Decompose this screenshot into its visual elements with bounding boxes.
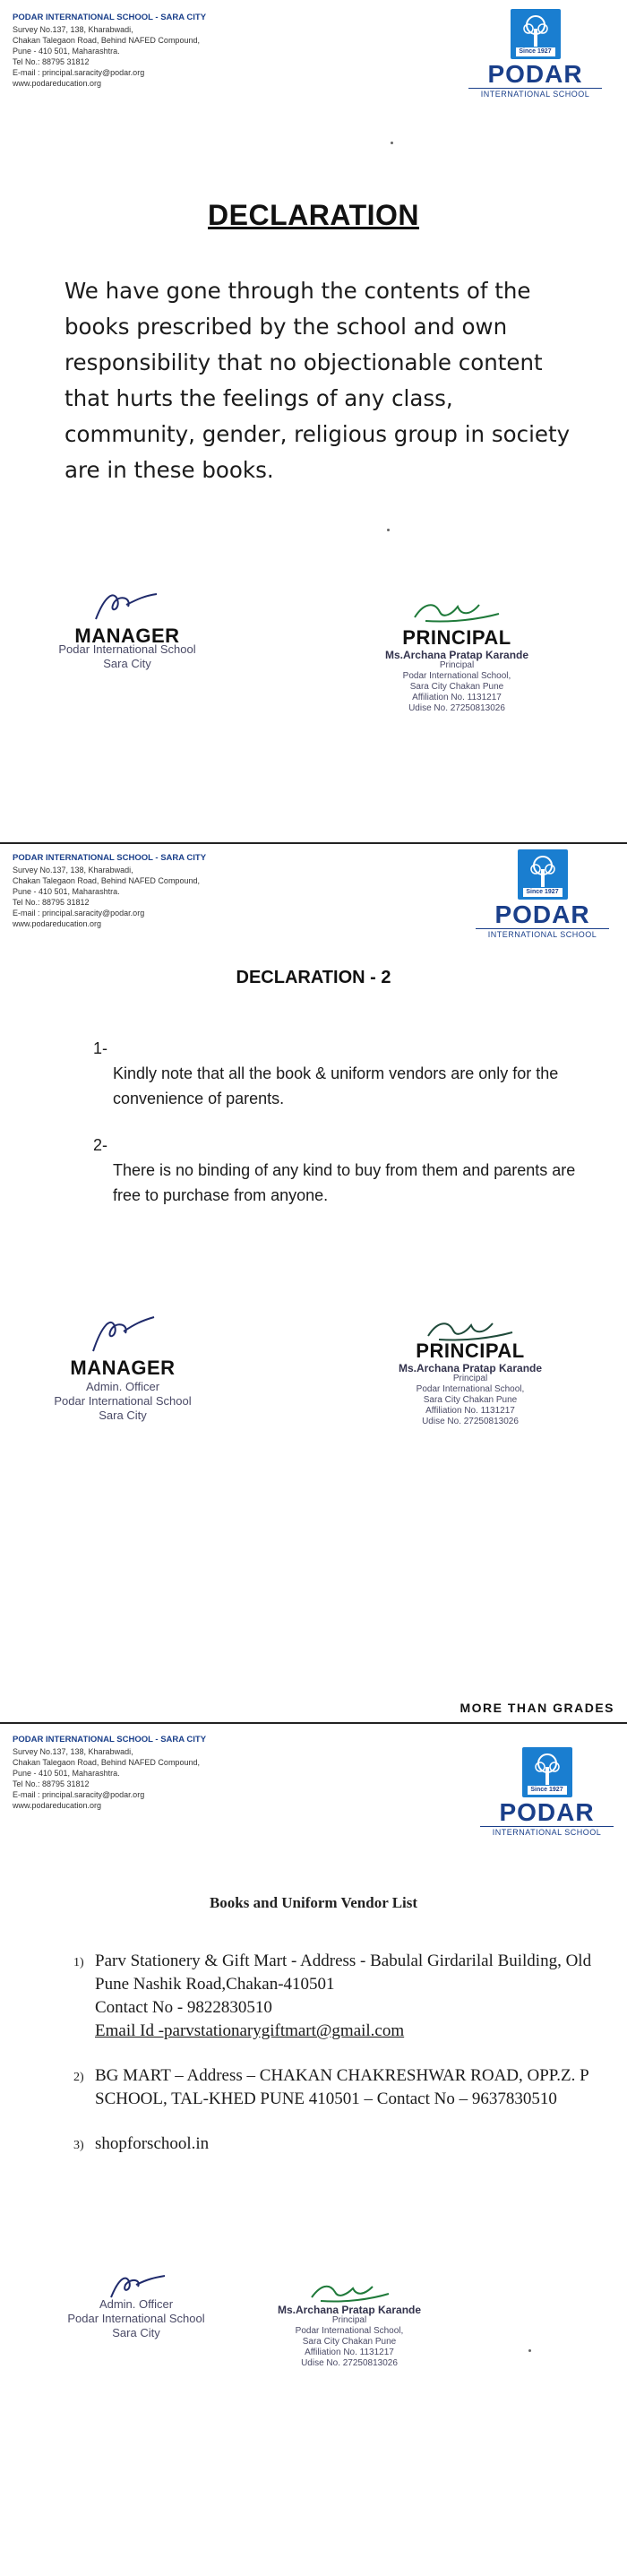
address-line: Chakan Talegaon Road, Behind NAFED Compound, xyxy=(13,876,200,885)
brand-name: PODAR xyxy=(494,900,590,928)
vendor-address: BG MART – Address – CHAKAN CHAKRESHWAR ROAD, OPP.Z. P SCHOOL, TAL-KHED PUNE 410501 – Contact No – 9637830510 xyxy=(95,2066,588,2108)
since-badge: Since 1927 xyxy=(516,47,555,56)
brand-name: PODAR xyxy=(487,60,583,88)
phone-line: Tel No.: 88795 31812 xyxy=(13,1779,90,1788)
item-text: Kindly note that all the book & uniform vendors are only for the convenience of parents. xyxy=(113,1064,559,1107)
list-item: 1- Kindly note that all the book & uniform vendors are only for the convenience of parents. xyxy=(93,1036,595,1111)
scan-speck xyxy=(391,142,393,144)
page-title: Books and Uniform Vendor List xyxy=(209,1894,418,1911)
list-item: 2- There is no binding of any kind to buy from them and parents are free to purchase from anyone. xyxy=(93,1133,595,1208)
podar-logo xyxy=(468,849,616,939)
since-badge: Since 1927 xyxy=(528,1786,567,1795)
page-vendor-list xyxy=(0,1724,627,2576)
item-number: 1) xyxy=(73,1956,84,1969)
address-line: Chakan Talegaon Road, Behind NAFED Compound, xyxy=(13,1758,200,1767)
stamp-line: Udise No. 27250813026 xyxy=(408,703,505,713)
tree-emblem-icon xyxy=(511,9,561,59)
tree-emblem-icon xyxy=(518,849,568,900)
item-text: There is no binding of any kind to buy from them and parents are free to purchase from anyone. xyxy=(113,1161,576,1204)
website-line: www.podareducation.org xyxy=(13,79,102,88)
school-name: PODAR INTERNATIONAL SCHOOL - SARA CITY xyxy=(13,1735,207,1745)
item-number: 2) xyxy=(73,2071,84,2084)
tagline: MORE THAN GRADES xyxy=(460,1701,614,1715)
vendor-email-link[interactable]: Email Id -parvstationarygiftmart@gmail.com xyxy=(95,2021,405,2040)
page-title: DECLARATION - 2 xyxy=(236,968,391,987)
stamp-line: Sara City Chakan Pune xyxy=(409,682,504,692)
manager-role: MANAGER xyxy=(70,1357,176,1379)
stamp-line: Podar International School xyxy=(67,2312,205,2325)
scan-speck xyxy=(387,529,390,531)
scan-speck xyxy=(528,2349,531,2352)
stamp-line: Udise No. 27250813026 xyxy=(301,2358,398,2368)
declaration-text: We have gone through the contents of the books prescribed by the school and own responsibility that no objectionable content that hurts the feelings of any class, community, gender, religious group in society are in these books. xyxy=(64,278,571,483)
page-title: DECLARATION xyxy=(208,199,419,231)
admin-officer-signature xyxy=(47,2270,226,2340)
website-line: www.podareducation.org xyxy=(13,919,102,928)
email-line: E-mail : principal.saracity@podar.org xyxy=(13,1790,145,1799)
email-line: E-mail : principal.saracity@podar.org xyxy=(13,68,145,77)
school-address-block xyxy=(13,13,206,89)
list-item xyxy=(73,2064,593,2111)
brand-subtitle: INTERNATIONAL SCHOOL xyxy=(468,88,602,99)
vendor-contact: Contact No - 9822830510 xyxy=(95,1998,272,2017)
list-item xyxy=(73,2132,593,2158)
page-declaration-1 xyxy=(0,0,627,842)
admin-stamp xyxy=(47,2297,226,2340)
brand-subtitle: INTERNATIONAL SCHOOL xyxy=(476,928,609,939)
since-badge: Since 1927 xyxy=(523,888,563,897)
stamp-line: Admin. Officer xyxy=(85,1380,160,1393)
website-line: www.podareducation.org xyxy=(13,1801,102,1810)
principal-role: PRINCIPAL xyxy=(402,626,511,649)
manager-signature xyxy=(20,1310,226,1423)
school-name: PODAR INTERNATIONAL SCHOOL - SARA CITY xyxy=(13,853,207,863)
tree-emblem-icon xyxy=(522,1747,572,1797)
stamp-line: Ms.Archana Pratap Karande xyxy=(398,1362,543,1374)
admin-stamp xyxy=(38,642,217,671)
stamp-line: Affiliation No. 1131217 xyxy=(412,693,502,702)
signature-scribble-icon xyxy=(100,2270,172,2301)
stamp-line: Podar International School, xyxy=(402,671,511,681)
stamp-line: Sara City Chakan Pune xyxy=(302,2337,397,2347)
stamp-line: Sara City xyxy=(103,657,151,670)
stamp-line: Podar International School xyxy=(58,642,196,656)
stamp-line: Principal xyxy=(452,1374,488,1383)
principal-signature xyxy=(381,1314,560,1427)
stamp-line: Principal xyxy=(439,660,475,670)
school-address-block xyxy=(13,1735,206,1811)
principal-signature xyxy=(260,2279,439,2369)
manager-signature xyxy=(38,587,217,671)
item-number: 3) xyxy=(73,2139,84,2152)
address-line: Survey No.137, 138, Kharabwadi, xyxy=(13,1747,133,1756)
principal-role: PRINCIPAL xyxy=(416,1340,525,1362)
list-item xyxy=(73,1950,593,2043)
stamp-line: Admin. Officer xyxy=(99,2297,174,2311)
admin-stamp xyxy=(20,1380,226,1423)
podar-logo xyxy=(461,9,609,99)
manager-role: MANAGER xyxy=(74,625,180,647)
principal-stamp xyxy=(381,1363,560,1427)
address-line: Pune - 410 501, Maharashtra. xyxy=(13,1769,120,1778)
address-line: Pune - 410 501, Maharashtra. xyxy=(13,887,120,896)
stamp-line: Affiliation No. 1131217 xyxy=(425,1406,515,1416)
stamp-line: Sara City xyxy=(112,2326,160,2339)
signature-scribble-icon xyxy=(305,2279,394,2305)
address-line: Pune - 410 501, Maharashtra. xyxy=(13,47,120,56)
signature-scribble-icon xyxy=(82,1310,163,1357)
school-name: PODAR INTERNATIONAL SCHOOL - SARA CITY xyxy=(13,13,207,22)
email-line: E-mail : principal.saracity@podar.org xyxy=(13,909,145,918)
signature-scribble-icon xyxy=(87,587,167,625)
phone-line: Tel No.: 88795 31812 xyxy=(13,57,90,66)
stamp-line: Podar International School, xyxy=(416,1384,525,1394)
podar-logo xyxy=(473,1747,621,1837)
stamp-line: Principal xyxy=(331,2315,367,2325)
phone-line: Tel No.: 88795 31812 xyxy=(13,898,90,907)
address-line: Survey No.137, 138, Kharabwadi, xyxy=(13,866,133,874)
stamp-line: Udise No. 27250813026 xyxy=(422,1417,519,1426)
stamp-line: Podar International School, xyxy=(295,2326,404,2336)
vendor-list xyxy=(73,1950,593,2179)
brand-name: PODAR xyxy=(499,1798,595,1826)
vendor-website-link[interactable]: shopforschool.in xyxy=(95,2134,210,2153)
stamp-line: Sara City Chakan Pune xyxy=(423,1395,518,1405)
stamp-line: Ms.Archana Pratap Karande xyxy=(277,2304,422,2316)
address-line: Survey No.137, 138, Kharabwadi, xyxy=(13,25,133,34)
brand-subtitle: INTERNATIONAL SCHOOL xyxy=(480,1826,614,1837)
stamp-line: Ms.Archana Pratap Karande xyxy=(384,649,529,661)
signature-scribble-icon xyxy=(408,596,506,626)
stamp-line: Sara City xyxy=(99,1409,147,1422)
stamp-line: Affiliation No. 1131217 xyxy=(305,2348,394,2357)
declaration-list xyxy=(93,1036,595,1229)
principal-signature xyxy=(367,596,546,714)
principal-stamp xyxy=(367,650,546,714)
page-declaration-2 xyxy=(0,844,627,1722)
vendor-address: Parv Stationery & Gift Mart - Address - Babulal Girdarilal Building, Old Pune Nashik Road,Chakan-410501 xyxy=(95,1951,592,1994)
school-address-block xyxy=(13,853,206,929)
address-line: Chakan Talegaon Road, Behind NAFED Compound, xyxy=(13,36,200,45)
principal-stamp xyxy=(260,2305,439,2369)
stamp-line: Podar International School xyxy=(54,1394,192,1408)
